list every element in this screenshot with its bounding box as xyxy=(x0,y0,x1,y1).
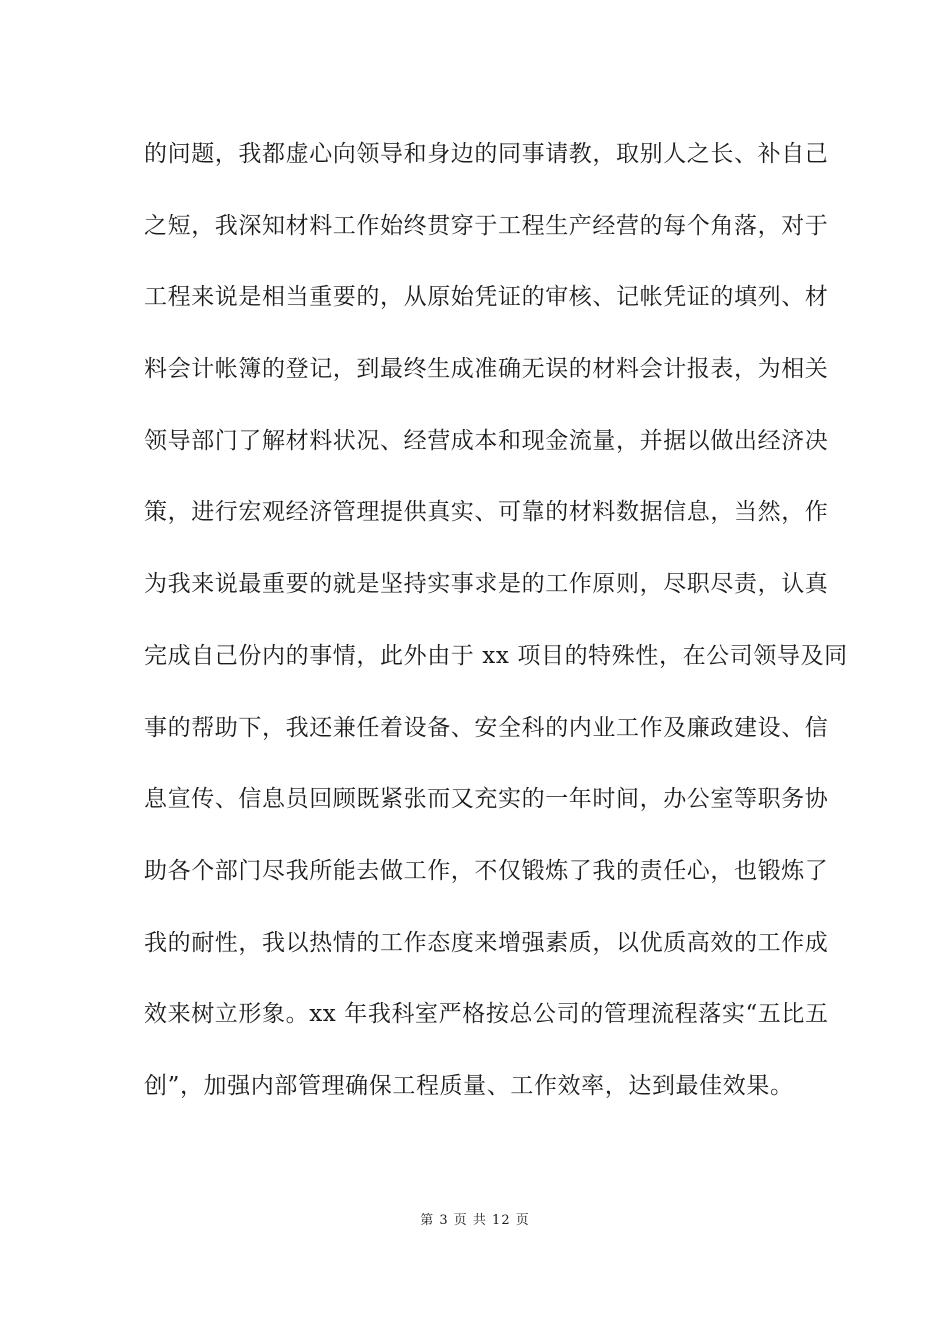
text-line: 策，进行宏观经济管理提供真实、可靠的材料数据信息，当然，作 xyxy=(144,499,829,526)
text-line: 的问题，我都虚心向领导和身边的同事请教，取别人之长、补自己 xyxy=(144,141,829,167)
text-line: 完成自己份内的事情，此外由于 xx 项目的特殊性，在公司领导及同 xyxy=(144,642,848,669)
text-line: 效来树立形象。xx 年我科室严格按总公司的管理流程落实“五比五 xyxy=(144,1001,829,1028)
text-line: 之短，我深知材料工作始终贯穿于工程生产经营的每个角落，对于 xyxy=(144,212,829,239)
text-line: 领导部门了解材料状况、经营成本和现金流量，并据以做出经济决 xyxy=(144,427,829,454)
text-line: 息宣传、信息员回顾既紧张而又充实的一年时间，办公室等职务协 xyxy=(144,786,829,813)
body-paragraph xyxy=(144,130,848,1134)
text-line: 工程来说是相当重要的，从原始凭证的审核、记帐凭证的填列、材 xyxy=(144,284,829,311)
page-number-footer: 第 3 页 共 12 页 xyxy=(420,1213,530,1228)
text-line: 为我来说最重要的就是坚持实事求是的工作原则，尽职尽责，认真 xyxy=(144,571,829,598)
text-line: 事的帮助下，我还兼任着设备、安全科的内业工作及廉政建设、信 xyxy=(144,714,829,741)
text-line: 创”，加强内部管理确保工程质量、工作效率，达到最佳效果。 xyxy=(144,1072,794,1099)
text-line: 我的耐性，我以热情的工作态度来增强素质，以优质高效的工作成 xyxy=(144,929,829,956)
text-line: 助各个部门尽我所能去做工作，不仅锻炼了我的责任心，也锻炼了 xyxy=(144,857,829,884)
text-line: 料会计帐簿的登记，到最终生成准确无误的材料会计报表，为相关 xyxy=(144,356,829,383)
